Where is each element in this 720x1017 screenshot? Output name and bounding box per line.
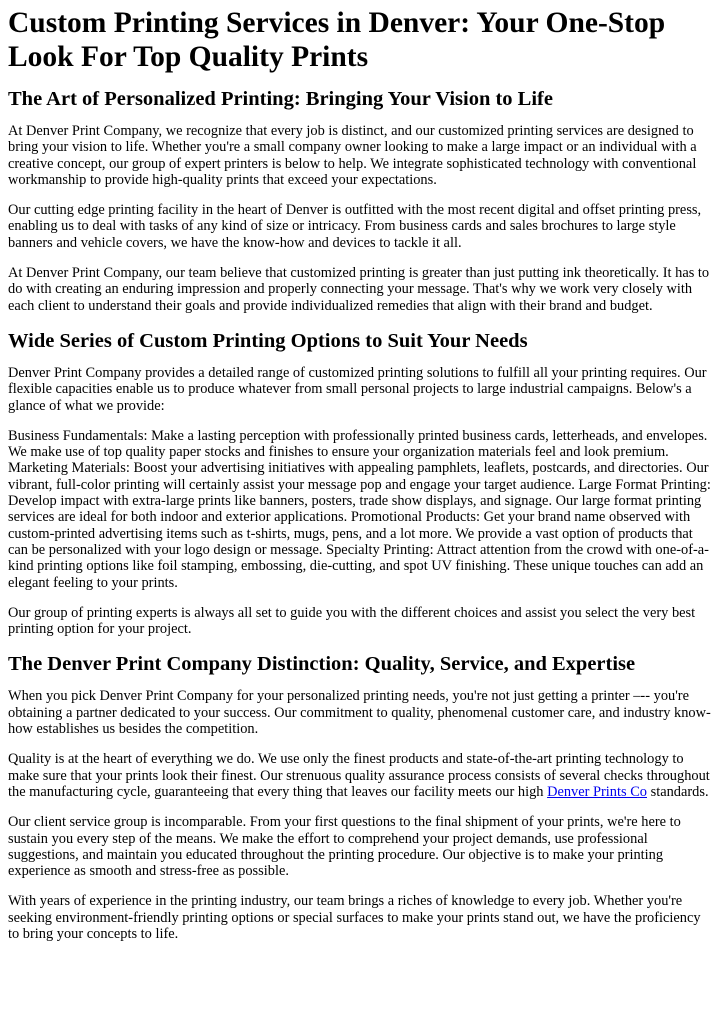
paragraph: Our cutting edge printing facility in the heart of Denver is outfitted with the most recent digital and offset printing press, enabling us to deal with tasks of any kind of size or intricacy. From business cards and sales brochures to large style banners and vehicle covers, we have the know-how and devices to tackle it all. (8, 202, 702, 251)
paragraph-text: standards. (647, 783, 709, 800)
paragraph: When you pick Denver Print Company for your personalized printing needs, you're not just getting a printer –-- you're obtaining a partner dedicated to your success. Our commitment to quality, phenomenal customer care, and industry know-how establishes us besides the competition. (8, 688, 711, 738)
paragraph: With years of experience in the printing industry, our team brings a riches of knowledge to every job. Whether you're seeking environment-friendly printing options or special surfaces to make your prints stand out, we have the proficiency to bring your concepts to life. (8, 893, 701, 942)
paragraph: Business Fundamentals: Make a lasting perception with professionally printed business cards, letterheads, and envelopes. We make use of top quality paper stocks and finishes to ensure your organization materials feel and look premium. Marketing Materials: Boost your advertising initiatives with appealing pamphlets, leaflets, postcards, and directories. Our vibrant, full-color printing will certainly assist your message pop and engage your target audience. Large Format Printing: Develop impact with extra-large prints like banners, posters, trade show displays, and signage. Our large format printing services are ideal for both indoor and exterior applications. Promotional Products: Get your brand name observed with custom-printed advertising items such as t-shirts, mugs, pens, and a lot more. We provide a vast option of products that can be personalized with your logo design or message. Specialty Printing: Attract attention from the crowd with one-of-a-kind printing options like foil stamping, embossing, die-cutting, and spot UV finishing. These unique touches can add an elegant feeling to your prints. (8, 427, 711, 591)
paragraph-text: Quality is at the heart of everything we do. We use only the finest products and state-of-the-art printing technology to make sure that your prints look their finest. Our strenuous quality assurance process consists of several checks throughout the manufacturing cycle, guaranteeing that every thing that leaves our facility meets our high (8, 751, 710, 800)
paragraph: At Denver Print Company, our team believe that customized printing is greater than just putting ink theoretically. It has to do with creating an enduring impression and properly connecting your message. That's why we work very closely with each client to understand their goals and provide individualized remedies that align with their brand and budget. (8, 265, 710, 314)
paragraph-with-link (8, 751, 714, 800)
section-heading-personalized-printing: The Art of Personalized Printing: Bringing Your Vision to Life (8, 88, 553, 110)
paragraph: Our group of printing experts is always all set to guide you with the different choices and assist you select the very best printing option for your project. (8, 604, 696, 638)
paragraph: At Denver Print Company, we recognize that every job is distinct, and our customized printing services are designed to bring your vision to life. Whether you're a small company owner looking to make a large impact or an individual with a creative concept, our group of expert printers is below to help. We integrate sophisticated technology with conventional workmanship to provide high-quality prints that exceed your expectations. (8, 123, 697, 188)
paragraph: Denver Print Company provides a detailed range of customized printing solutions to fulfill all your printing requires. Our flexible capacities enable us to produce whatever from small personal projects to large industrial campaigns. Below's a glance of what we provide: (8, 364, 707, 414)
paragraph: Our client service group is incomparable. From your first questions to the final shipment of your prints, we're here to sustain you every step of the means. We make the effort to comprehend your project demands, use professional suggestions, and maintain you educated throughout the printing procedure. Our objective is to make your printing experience as smooth and stress-free as possible. (8, 814, 681, 880)
denver-prints-co-link[interactable]: Denver Prints Co (547, 783, 647, 800)
section-heading-distinction: The Denver Print Company Distinction: Quality, Service, and Expertise (8, 653, 636, 676)
section-heading-printing-options: Wide Series of Custom Printing Options to Suit Your Needs (8, 329, 528, 352)
page-title: Custom Printing Services in Denver: Your One-Stop Look For Top Quality Prints (8, 7, 666, 73)
